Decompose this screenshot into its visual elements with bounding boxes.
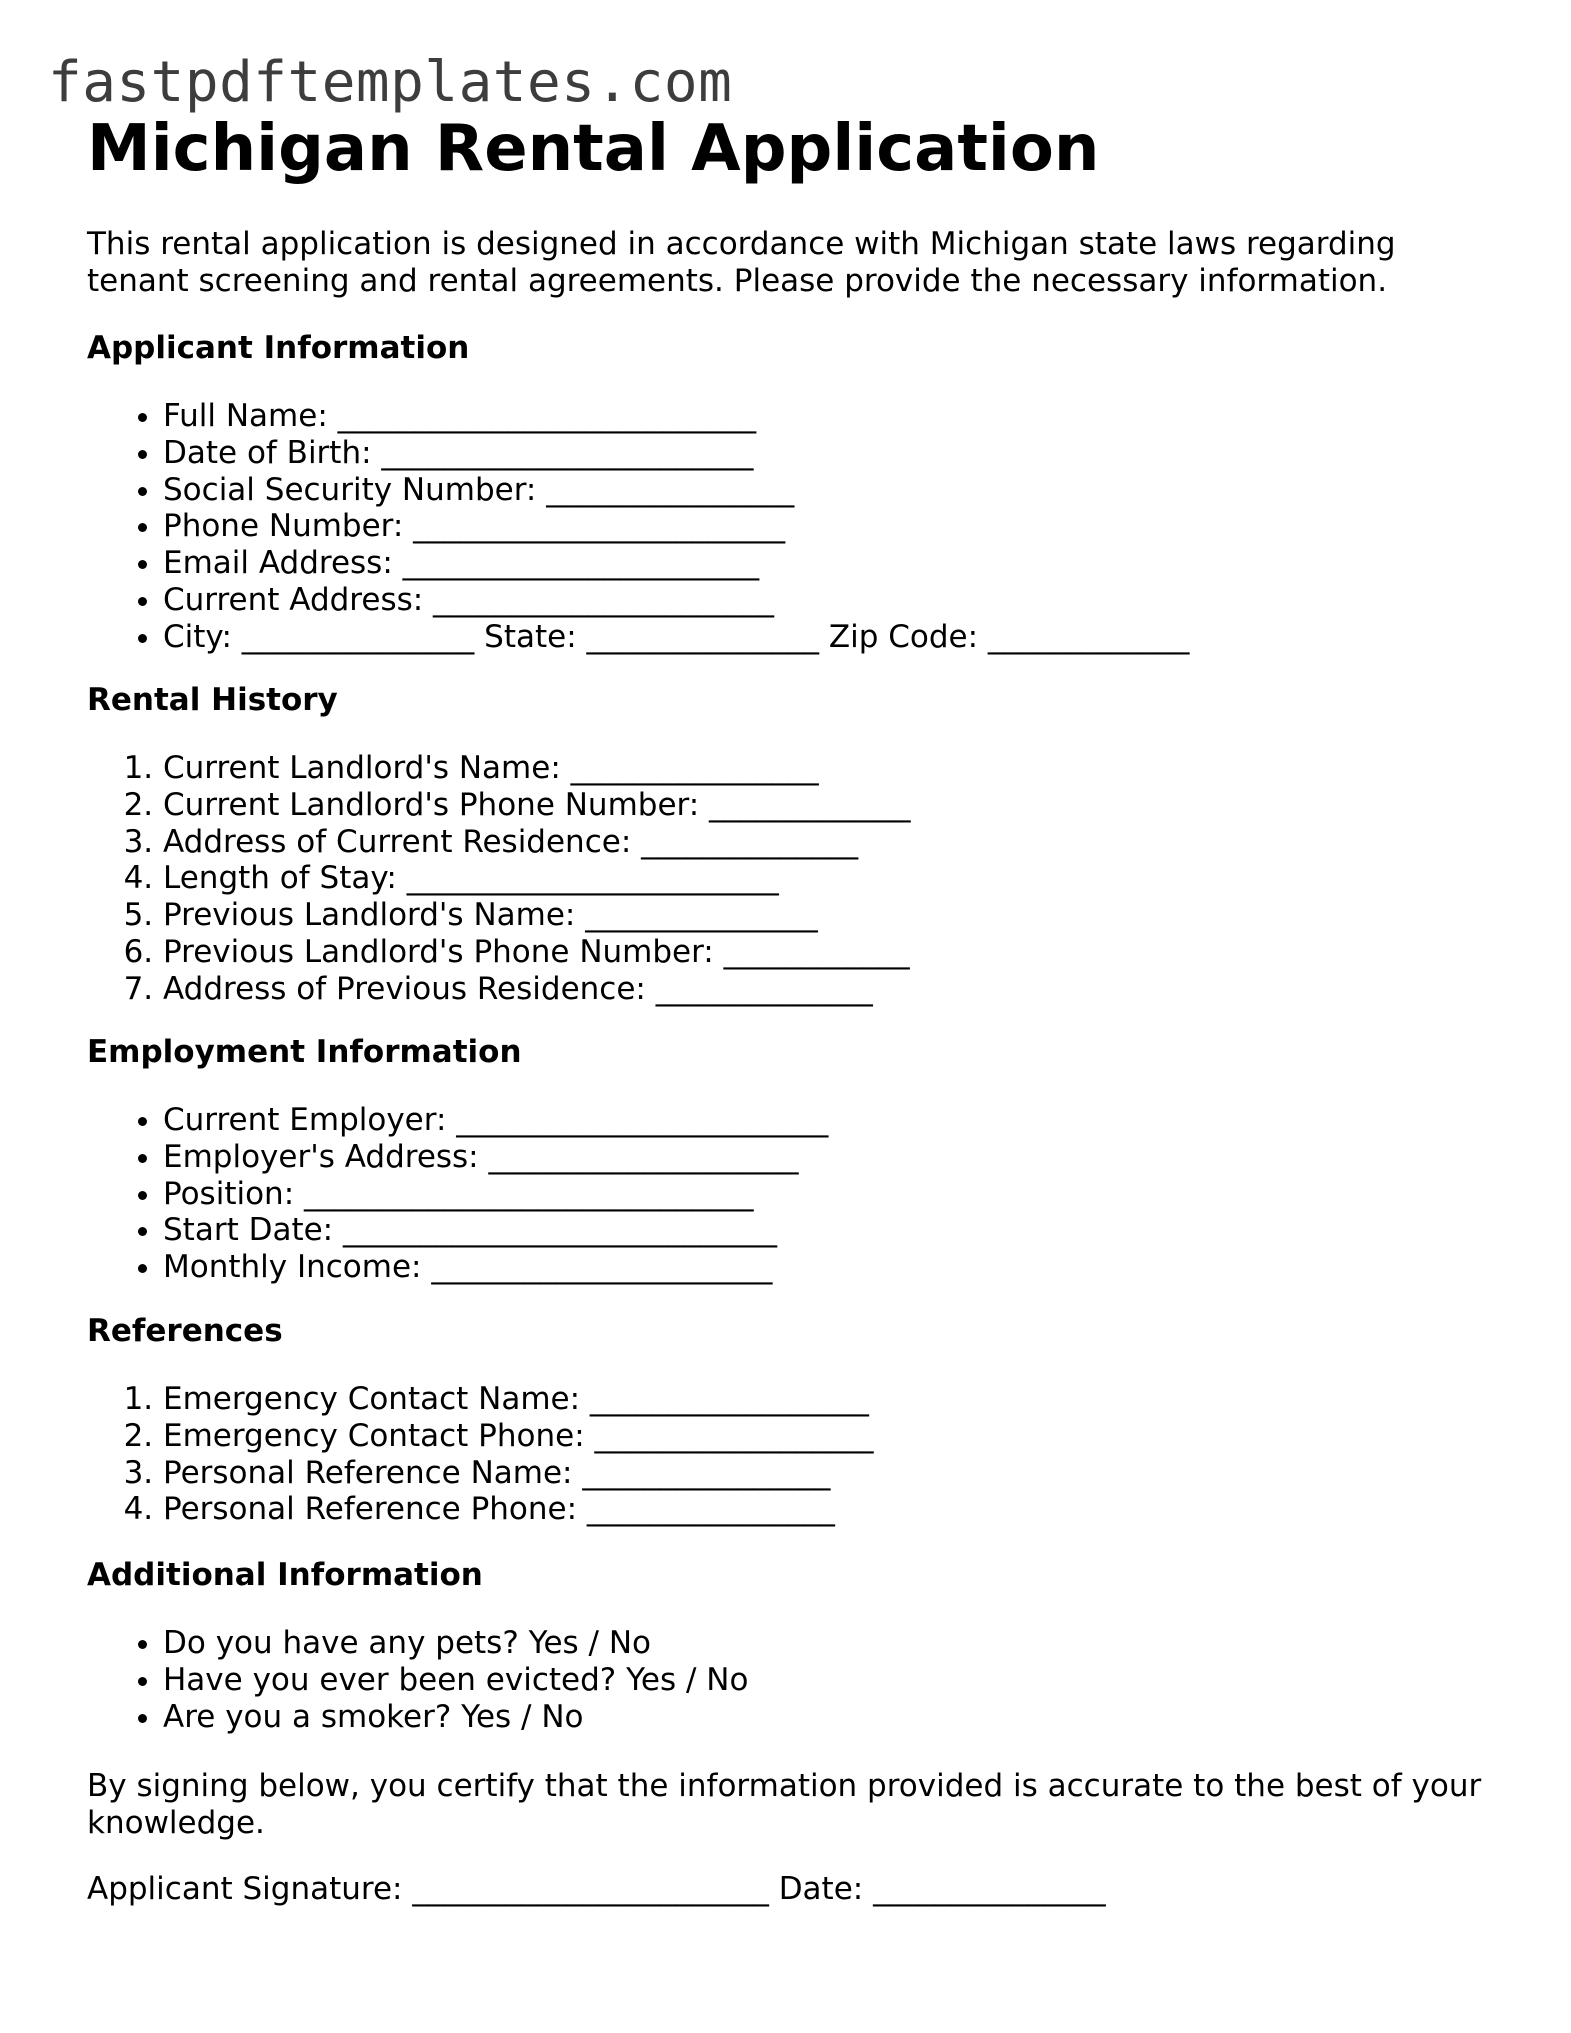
field-current-residence-address: 3. Address of Current Residence: ______________ [163, 824, 1507, 861]
section-additional-information [87, 1557, 1507, 1735]
field-length-of-stay: 4. Length of Stay: ________________________ [163, 860, 1507, 897]
question-smoker: • Are you a smoker? Yes / No [163, 1699, 1507, 1736]
section-heading-employment: Employment Information [87, 1034, 522, 1070]
intro-paragraph: This rental application is designed in accordance with Michigan state laws regarding tenant screening and rental agreements. Please provide the necessary information. [87, 226, 1396, 299]
field-previous-landlord-phone: 6. Previous Landlord's Phone Number: ____________ [163, 934, 1507, 971]
question-evicted: • Have you ever been evicted? Yes / No [163, 1662, 1507, 1699]
section-rental-history [87, 682, 1507, 1008]
field-previous-residence-address: 7. Address of Previous Residence: ______________ [163, 971, 1507, 1008]
field-city-state-zip: • City: _______________ State: _______________ Zip Code: _____________ [163, 619, 1507, 656]
section-references [87, 1313, 1507, 1528]
section-heading-references: References [87, 1313, 283, 1349]
field-date-of-birth: • Date of Birth: ________________________ [163, 435, 1507, 472]
document-title: Michigan Rental Application [87, 112, 1100, 186]
field-personal-reference-phone: 4. Personal Reference Phone: ________________ [163, 1491, 1507, 1528]
section-applicant-information [87, 330, 1507, 656]
field-employer-address: • Employer's Address: ____________________ [163, 1139, 1507, 1176]
field-current-landlord-name: 1. Current Landlord's Name: ________________ [163, 750, 1507, 787]
field-start-date: • Start Date: ____________________________ [163, 1212, 1507, 1249]
question-pets: • Do you have any pets? Yes / No [163, 1625, 1507, 1662]
field-ssn: • Social Security Number: ________________ [163, 472, 1507, 509]
employment-field-list [87, 1102, 1507, 1286]
section-heading-rental-history: Rental History [87, 682, 338, 718]
signature-block [87, 1871, 1507, 1908]
field-current-address: • Current Address: ______________________ [163, 582, 1507, 619]
field-monthly-income: • Monthly Income: ______________________ [163, 1249, 1507, 1286]
signature-date-line: Applicant Signature: _______________________ Date: _______________ [87, 1871, 1106, 1907]
field-emergency-contact-phone: 2. Emergency Contact Phone: __________________ [163, 1418, 1507, 1455]
section-heading-additional: Additional Information [87, 1557, 483, 1593]
certification-statement: By signing below, you certify that the information provided is accurate to the best of your knowledge. [87, 1768, 1482, 1841]
certification-block [87, 1768, 1507, 1842]
field-full-name: • Full Name: ___________________________ [163, 398, 1507, 435]
section-heading-applicant: Applicant Information [87, 330, 470, 366]
field-current-employer: • Current Employer: ________________________ [163, 1102, 1507, 1139]
field-phone-number: • Phone Number: ________________________ [163, 508, 1507, 545]
section-employment-information [87, 1034, 1507, 1286]
applicant-field-list [87, 398, 1507, 656]
field-emergency-contact-name: 1. Emergency Contact Name: __________________ [163, 1381, 1507, 1418]
field-position: • Position: _____________________________ [163, 1176, 1507, 1213]
references-list [87, 1381, 1507, 1528]
additional-question-list [87, 1625, 1507, 1735]
field-previous-landlord-name: 5. Previous Landlord's Name: _______________ [163, 897, 1507, 934]
field-current-landlord-phone: 2. Current Landlord's Phone Number: _____________ [163, 787, 1507, 824]
watermark: fastpdftemplates.com [48, 50, 733, 115]
field-personal-reference-name: 3. Personal Reference Name: ________________ [163, 1455, 1507, 1492]
rental-history-list [87, 750, 1507, 1008]
field-email-address: • Email Address: _______________________ [163, 545, 1507, 582]
